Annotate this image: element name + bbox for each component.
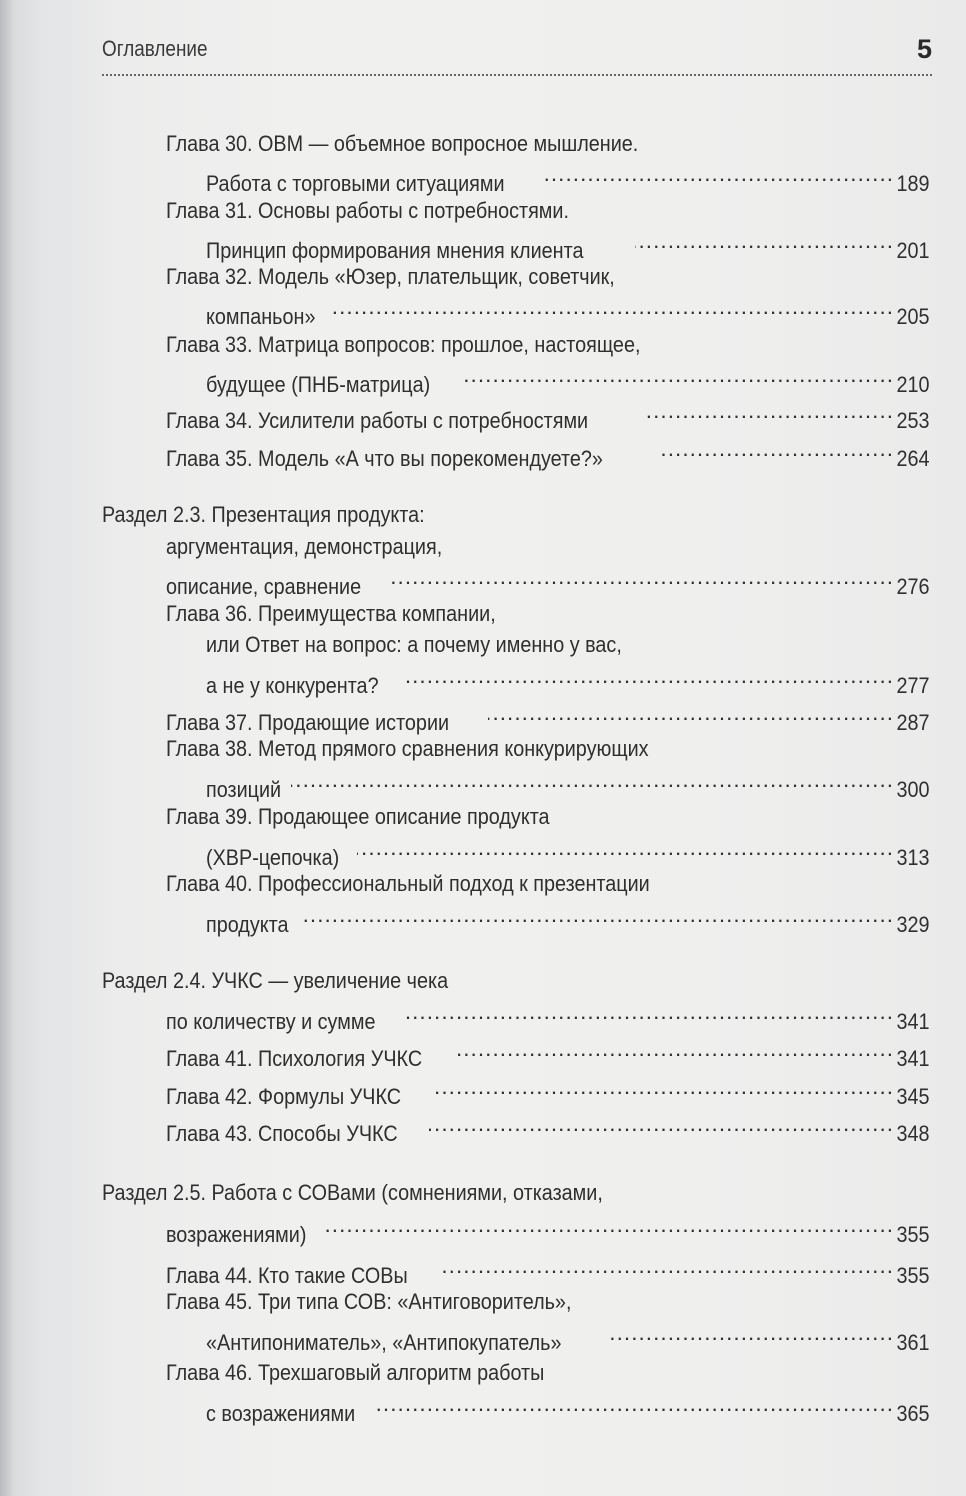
- leader-dots: [404, 995, 892, 1029]
- toc-page-number: 277: [896, 673, 930, 698]
- toc-page-number: 355: [896, 1222, 930, 1247]
- toc-entry[interactable]: Глава 35. Модель «А что вы порекомендуете?» . . . 264: [166, 432, 930, 466]
- leader-dots: [357, 831, 892, 865]
- toc-page-number: 253: [896, 408, 930, 433]
- page-number: 5: [916, 34, 932, 64]
- toc-section-line: Раздел 2.5. Работа с СОВами (сомнениями, отказами,: [102, 1180, 603, 1205]
- toc-page-number: 365: [896, 1401, 930, 1426]
- toc-entry-line: Глава 36. Преимущества компании,: [166, 601, 496, 626]
- leader-dots: [402, 659, 892, 693]
- toc-page-number: 329: [896, 912, 930, 937]
- toc-entry[interactable]: будущее (ПНБ-матрица) . . . 210: [206, 358, 930, 392]
- toc-entry[interactable]: (ХВР-цепочка) . . . 313: [206, 831, 930, 865]
- leader-dots: [433, 1070, 892, 1104]
- toc-page-number: 189: [896, 171, 930, 196]
- toc-page-number: 355: [896, 1263, 930, 1288]
- toc-entry[interactable]: Глава 34. Усилители работы с потребностями . . . 253: [166, 394, 930, 428]
- running-head: [102, 34, 932, 74]
- header-dotted-rule: [102, 74, 932, 76]
- running-head-title: Оглавление: [102, 36, 208, 61]
- toc-entry[interactable]: продукта . . . 329: [206, 898, 930, 932]
- toc-entry[interactable]: с возражениями . . . 365: [206, 1387, 930, 1421]
- toc-page-number: 210: [896, 372, 930, 397]
- toc-entry-line: Глава 40. Профессиональный подход к презентации: [166, 871, 650, 896]
- leader-dots: [330, 290, 892, 324]
- toc-section-line: аргументация, демонстрация,: [166, 534, 443, 559]
- toc-section[interactable]: возражениями) . . . 355: [166, 1208, 930, 1242]
- toc-section-line: Раздел 2.4. УЧКС — увеличение чека: [102, 968, 449, 993]
- toc-entry[interactable]: Глава 41. Психология УЧКС . . . 341: [166, 1032, 930, 1066]
- toc-entry-line: Глава 33. Матрица вопросов: прошлое, настоящее,: [166, 332, 641, 357]
- leader-dots: [635, 224, 893, 258]
- toc-page-number: 287: [896, 710, 930, 735]
- toc-page-number: 345: [896, 1084, 930, 1109]
- leader-dots: [545, 157, 892, 191]
- toc-entry[interactable]: Глава 37. Продающие истории . . . 287: [166, 696, 930, 730]
- toc-entry[interactable]: Работа с торговыми ситуациями . . . 189: [206, 157, 930, 191]
- leader-dots: [376, 1387, 893, 1421]
- toc-section[interactable]: описание, сравнение . . . 276: [166, 560, 930, 594]
- toc-section-line: Раздел 2.3. Презентация продукта:: [102, 502, 425, 527]
- toc-page-number: 300: [896, 777, 930, 802]
- leader-dots: [461, 358, 893, 392]
- toc-entry-line: Глава 45. Три типа СОВ: «Антиговоритель»,: [166, 1289, 572, 1314]
- toc-page-number: 264: [896, 446, 930, 471]
- toc-section[interactable]: по количеству и сумме . . . 341: [166, 995, 930, 1029]
- leader-dots: [326, 1208, 893, 1242]
- toc-page-number: 201: [896, 238, 930, 263]
- leader-dots: [457, 1032, 892, 1066]
- leader-dots: [662, 432, 892, 466]
- toc-entry-line: Глава 30. ОВМ — объемное вопросное мышление.: [166, 131, 639, 156]
- leader-dots: [300, 898, 893, 932]
- toc-entry-line: или Ответ на вопрос: а почему именно у вас,: [206, 632, 622, 657]
- toc-entry[interactable]: Глава 43. Способы УЧКС . . . 348: [166, 1107, 930, 1141]
- toc-entry[interactable]: а не у конкурента? . . . 277: [206, 659, 930, 693]
- toc-entry[interactable]: компаньон» . . . 205: [206, 290, 930, 324]
- leader-dots: [441, 1249, 893, 1283]
- leader-dots: [291, 763, 892, 797]
- toc-page-number: 341: [896, 1009, 930, 1034]
- toc-page-number: 348: [896, 1121, 930, 1146]
- leader-dots: [646, 394, 893, 428]
- toc-entry-line: Глава 38. Метод прямого сравнения конкурирующих: [166, 736, 649, 761]
- leader-dots: [388, 560, 893, 594]
- toc-entry-line: Глава 32. Модель «Юзер, плательщик, советчик,: [166, 264, 615, 289]
- toc-entry-line: Глава 39. Продающее описание продукта: [166, 804, 550, 829]
- leader-dots: [429, 1107, 892, 1141]
- toc-entry[interactable]: Глава 44. Кто такие СОВы . . . 355: [166, 1249, 930, 1283]
- toc-page-number: 205: [896, 304, 930, 329]
- toc-entry[interactable]: позиций . . . 300: [206, 763, 930, 797]
- spine-shadow: [0, 0, 14, 1496]
- toc-entry[interactable]: Принцип формирования мнения клиента . . . 201: [206, 224, 930, 258]
- leader-dots: [610, 1316, 893, 1350]
- toc-entry[interactable]: Глава 42. Формулы УЧКС . . . 345: [166, 1070, 930, 1104]
- leader-dots: [488, 696, 893, 730]
- toc-page-number: 341: [896, 1046, 930, 1071]
- toc-page-number: 361: [896, 1330, 930, 1355]
- toc-entry[interactable]: «Антипониматель», «Антипокупатель» . . . 361: [206, 1316, 930, 1350]
- toc-page-number: 313: [896, 845, 930, 870]
- toc-page-number: 276: [896, 574, 930, 599]
- toc-entry-line: Глава 46. Трехшаговый алгоритм работы: [166, 1360, 545, 1385]
- toc-entry-line: Глава 31. Основы работы с потребностями.: [166, 198, 569, 223]
